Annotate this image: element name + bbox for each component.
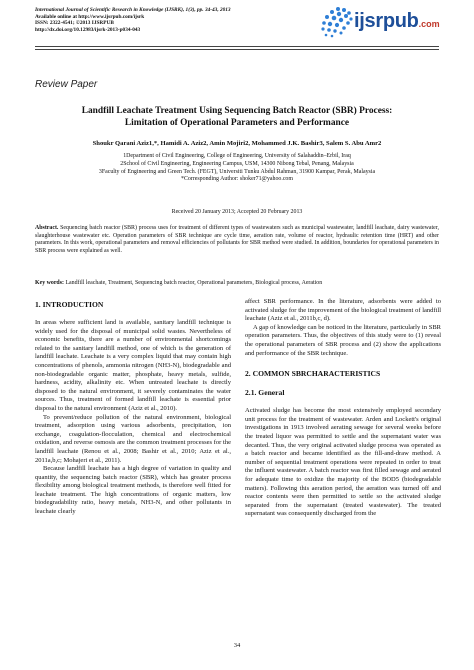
keywords [35,280,439,288]
title-line-2: Limitation of Operational Parameters and Performance [124,117,350,128]
right-column [245,298,441,519]
left-column [35,298,231,517]
issn: ISSN: 2322-4541; ©2013 IJSRPUB [35,20,114,27]
intro-paragraph-1: In areas where sufficient land is available, sanitary landfill technique is widely used for the disposal of municipal solid wastes. Nevertheless of economic benefits, there are a number of environmental shortcomings related to the sanitary landfill method, one of which is the generation of landfill leachate. Leachate is a very complex liquid that may contain high concentrations of phenols, ammonia nitrogen (NH3-N), biodegradable and non-biodegradable organic matter, phosphate, heavy metals, sulfide, hardness, acidity, alkalinity etc. When untreated leachate is directly disposed to the natural environment, it severely contaminates the water sources. Thus, treatment of formed landfill leachate is essential prior disposal to the natural environment (Aziz et al., 2010). [35,319,231,412]
paper-title [40,106,434,129]
logo-suffix: .com [418,19,440,29]
intro-paragraph-4: affect SBR performance. In the literature, adsorbents were added to activated sludge for the improvement of the biological treatment of landfill leachate (Aziz et al., 2011b,c, d). [245,298,441,323]
logo-text: ijsrpub [354,10,419,32]
page-number: 34 [233,642,241,649]
general-paragraph-1: Activated sludge has become the most extensively employed secondary unit process for the treatment of wastewater. Arden and Lockett's original investigations in 1913 involved aerating sewage for several weeks before the treated liquor was permitted to settle and the supernatant water was decanted. Thus, the very original activated sludge process was operated as a batch reactor and became identified as the fill-and-draw method. A number of sequential treatment operations were repeated in order to treat the influent wastewater. A batch reactor was first filled sewage and aerated for adequate time to oxidize the majority of the BOD5 (biodegradable matters). Following this aeration period, the aeration was turned off and reactor contents were then permitted to settle so the activated sludge separated from the supernatant (treated wastewater). The treated supernatant was consequently discharged from the [245,407,441,518]
title-line-1: Landfill Leachate Treatment Using Sequencing Batch Reactor (SBR) Process: [81,106,393,116]
abstract-text: Sequencing batch reactor (SBR) process uses for treatment of different types of wastewaters such as municipal wastewater, landfill leachate, dairy wastewater, slaughterhouse wastewater etc. Operation parameters of SBR technique are cycle time, aeration rate, volume of reactor, hydraulic retention time (HRT) and other parameters. In this work, operational parameters and removal efficiencies of pollutants for SBR method were studied. In addition, boundaries for operational parameters in SBR process were explained as well. [35,225,439,255]
section-heading-introduction: 1. INTRODUCTION [35,300,104,309]
keywords-label: Key words: [35,280,64,286]
received-dates: Received 20 January 2013; Accepted 20 February 2013 [171,209,303,215]
abstract-label: Abstract. [35,225,59,231]
journal-citation: International Journal of Scientific Research in Knowledge (IJSRK), 1(3), pp. 34-43, 2013 [35,7,231,13]
intro-paragraph-5: A gap of knowledge can be noticed in the literature, particularly in SBR operation parameters. Thus, the objectives of this study were to (1) reveal the operational parameters of SBR process and (2) show the applications and performance of the SBR technique. [245,323,441,357]
journal-header [35,7,305,33]
globe-icon [312,6,356,38]
intro-paragraph-3: Because landfill leachate has a high degree of variation in quality and quantity, the sequencing batch reactor (SBR), which has greater process flexibility among biological treatment methods, is therefore well fitted for leachate treatment. The high concentrations of organic matters, low biodegradability ratio, heavy metals, NH3-N, and other pollutants in leachate clearly [35,465,231,516]
corresponding-author[interactable]: *Corresponding Author: shoker71@yahoo.com [181,176,293,183]
affiliation-2: 2School of Civil Engineering, Engineering Campus, USM, 14300 Nibong Tebal, Penang, Malaysia [120,160,354,167]
section-heading-general: 2.1. General [245,388,285,398]
affiliations [40,153,434,184]
affiliation-1: 1Department of Civil Engineering, College of Engineering, University of Salahaddin–Erbil, Iraq [123,153,351,159]
authors: Shoukr Qarani Aziz1,*, Hamidi A. Aziz2, Amin Mojiri2, Mohammed J.K. Bashir3, Salem S. Abu Amr2 [92,140,382,147]
review-type: Review Paper [35,79,98,90]
affiliation-3: 3Faculty of Engineering and Green Tech. (FEGT), Universiti Tunku Abdul Rahman, 31900 Kampar, Perak, Malaysia [98,168,376,175]
intro-paragraph-2: To prevent/reduce pollution of the natural environment, biological treatment, adsorption using various adsorbents, precipitation, ion exchange, coagulation-flocculation, chemical and electrochemical oxidation, and reverse osmosis are the common treatment processes for the landfill leachate (Renou et al., 2008; Bashir et al., 2010; Aziz et al., 2011a,b,c; Mohajeri et al., 2011). [35,413,231,464]
keywords-text: Landfill leachate, Treatment, Sequencing batch reactor, Operational parameters, Biological process, Aeration [63,280,323,286]
doi-link[interactable]: http://dx.doi.org/10.12983/ijsrk-2013-p034-043 [35,26,141,33]
online-url[interactable]: Available online at http://www.ijsrpub.com/ijsrk [35,13,145,20]
ijsrpub-logo [312,6,444,38]
section-heading-common-sbr: 2. COMMON SBRCHARACTERISTICS [245,369,381,379]
abstract [35,225,439,256]
header-rule-bottom [35,49,439,50]
header-rule-top [35,46,439,47]
